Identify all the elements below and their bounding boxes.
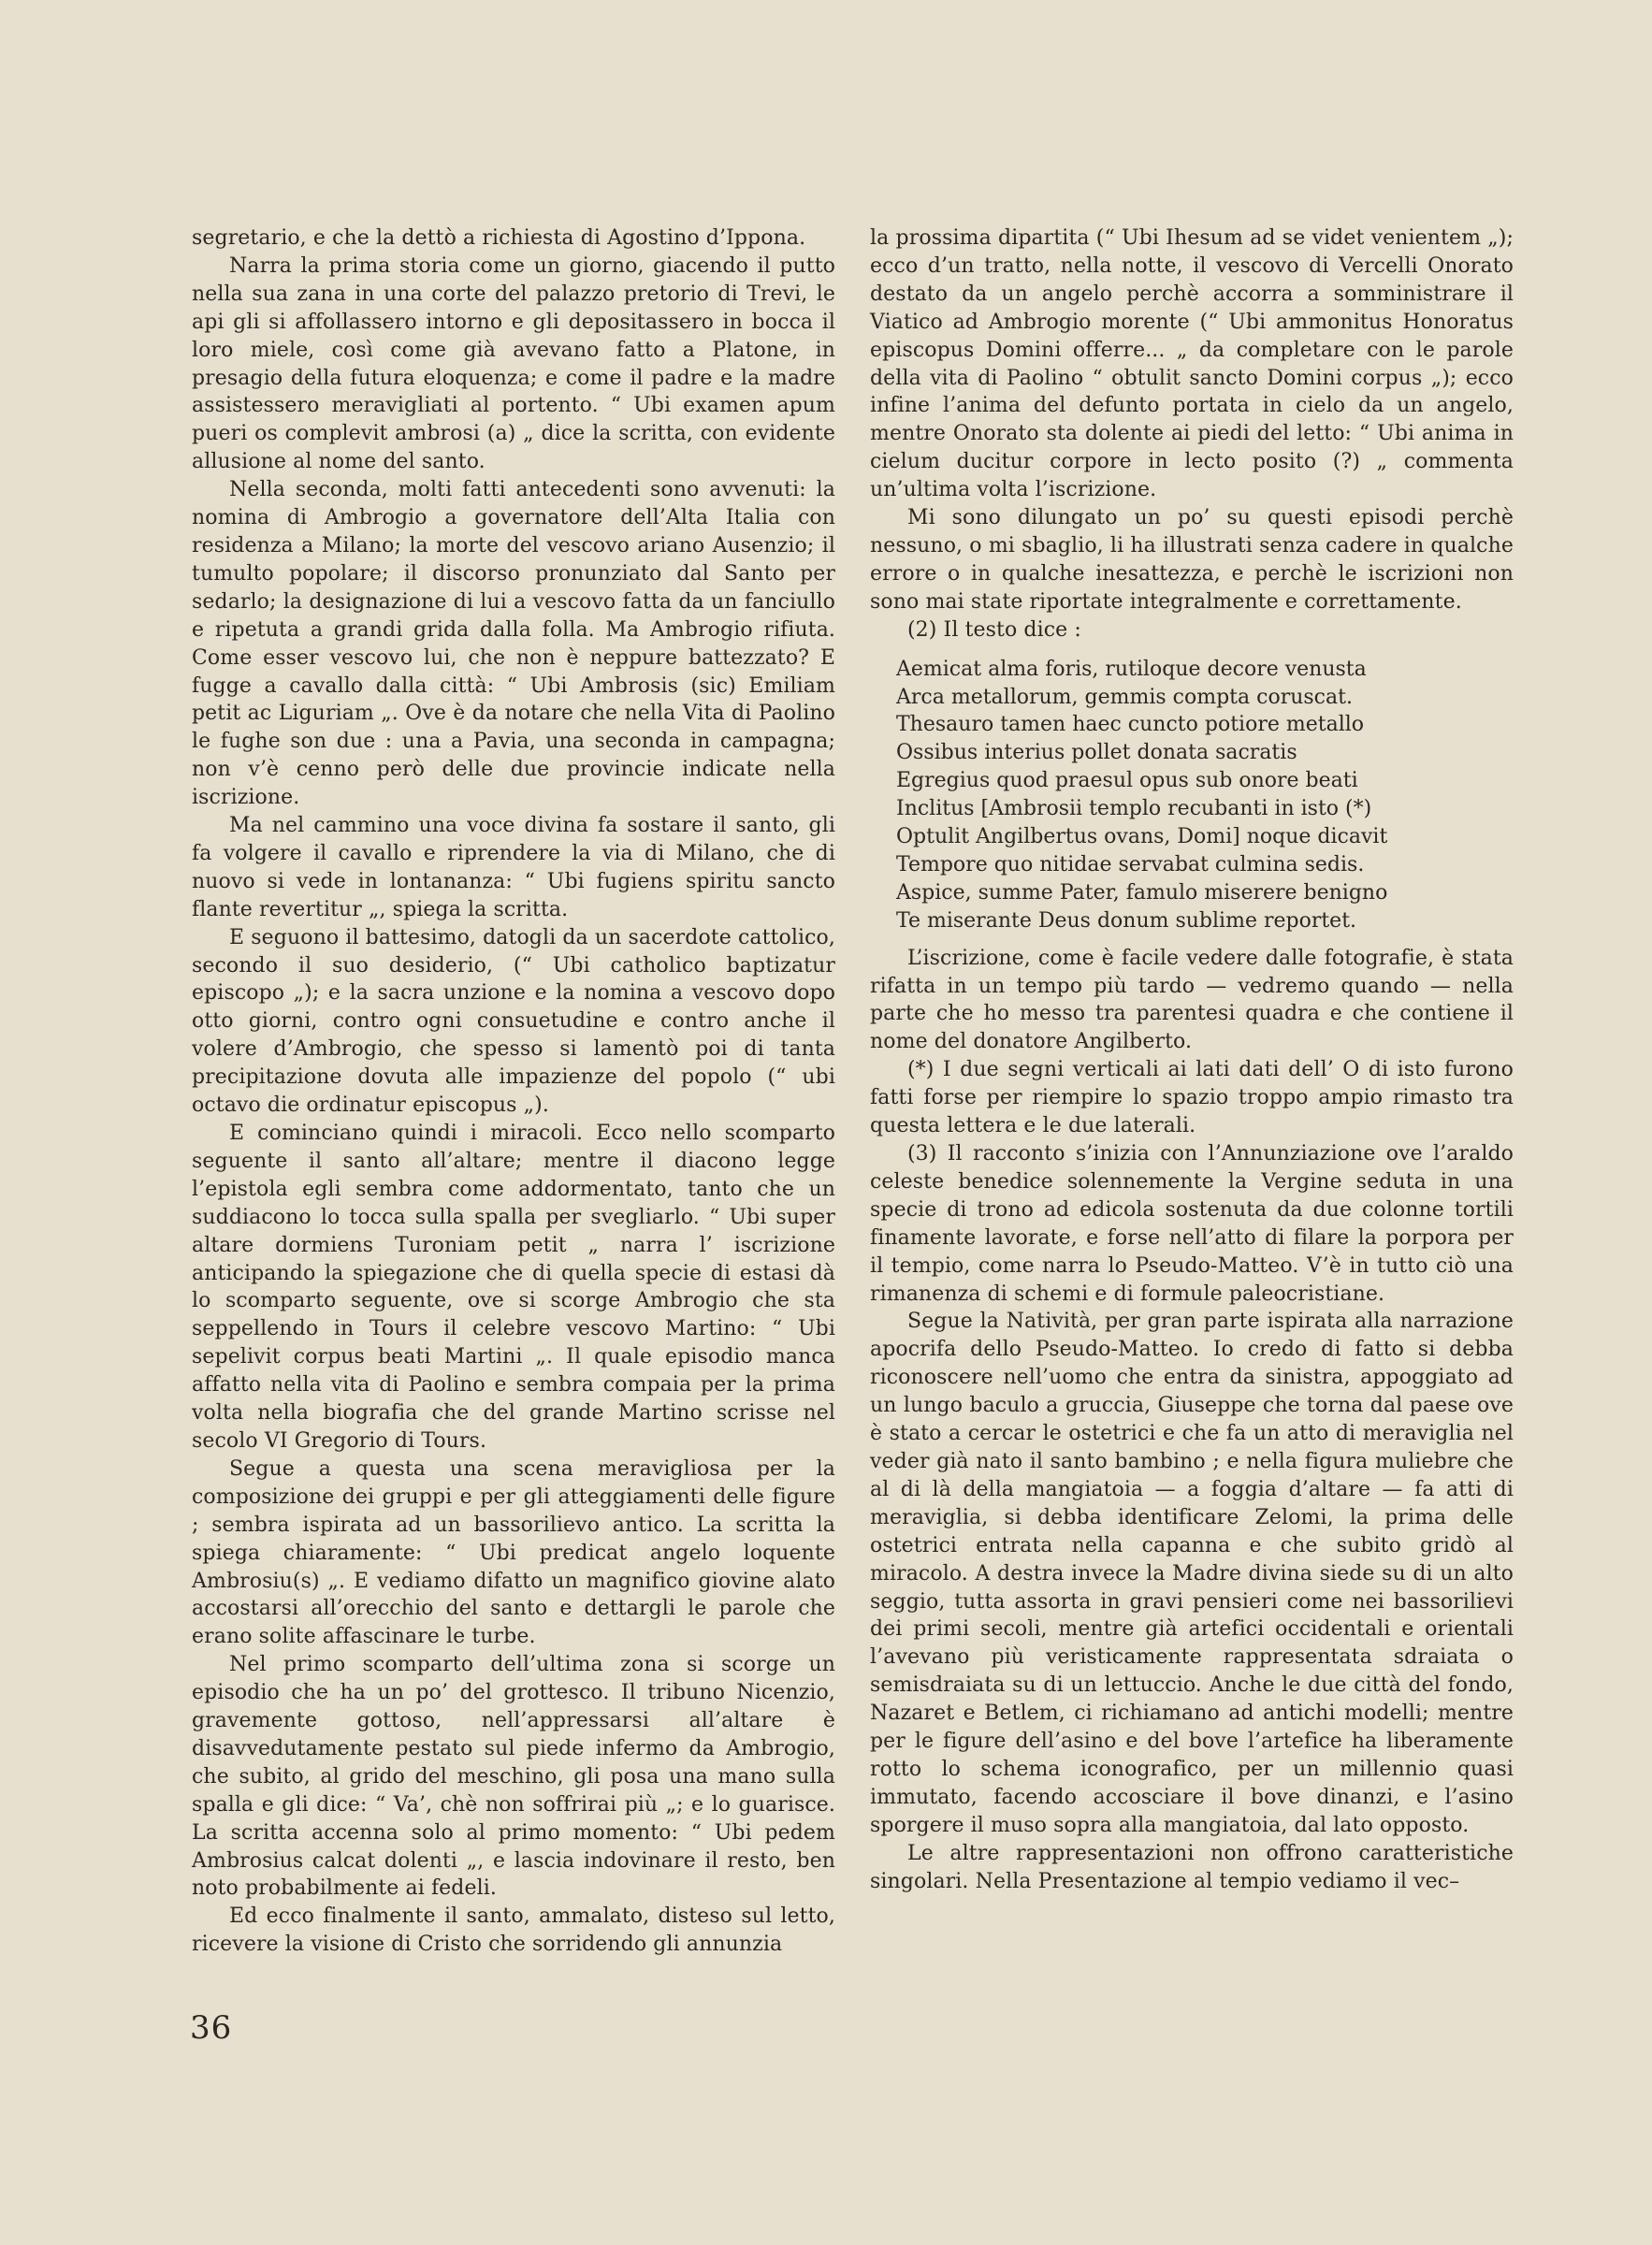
paragraph: Narra la prima storia come un giorno, giacendo il putto nella sua zana in una corte del palazzo pretorio di Trevi, le api gli si affollassero intorno e gli depositassero in bocca il loro miele, così come già avevano fatto a Platone, in presagio della futura eloquenza; e come il padre e la madre assistessero meravigliati al portento. “ Ubi examen apum pueri os complevit ambrosi (a) „ dice la scritta, con evidente allusione al nome del santo. [192,253,835,474]
inscription-line: Optulit Angilbertus ovans, Domi] noque dicavit [896,825,1388,849]
paragraph: E seguono il battesimo, datogli da un sacerdote cattolico, secondo il suo desiderio, (“ Ubi catholico baptizatur episcopo „); e la sacra unzione e la nomina a vescovo dopo otto giorni, contro ogni consuetudine e contro anche il volere d’Ambrogio, che spesso si lamentò poi di tanta precipitazione dovuta alle impazienze del popolo (“ ubi octavo die ordinatur episcopus „). [192,925,835,1118]
paragraph: Segue a questa una scena meravigliosa per la composizione dei gruppi e per gli atteggiamenti delle figure ; sembra ispirata ad un bassorilievo antico. La scritta la spiega chiaramente: “ Ubi predicat angelo loquente Ambrosiu(s) „. E vediamo difatto un magnifico giovine alato accostarsi all’orecchio del santo e dettargli le parole che erano solite affascinare le turbe. [192,1456,835,1649]
paragraph: Segue la Natività, per gran parte ispirata alla narrazione apocrifa dello Pseudo-Matteo. Io credo di fatto si debba riconoscere nell’uomo che entra da sinistra, appoggiato ad un lungo baculo a gruccia, Giuseppe che torna dal paese ove è stato a cercar le ostetrici e che fa un atto di meraviglia nel veder già nato il santo bambino ; e nella figura muliebre che al di là della mangiatoia — a foggia d’altare — fa atti di meraviglia, si debba identificare Zelomi, la prima delle ostetrici entrata nella capanna e che subito gridò al miracolo. A destra invece la Madre divina siede su di un alto seggio, tutta assorta in gravi pensieri come nei bassorilievi dei primi secoli, mentre già artefici occidentali e orientali l’avevano più veristicamente rappresentata sdraiata o semisdraiata su di un lettuccio. Anche le due città del fondo, Nazaret e Betlem, ci richiamano ad antichi modelli; mentre per le figure dell’asino e del bove l’artefice ha liberamente rotto lo schema iconografico, per un millennio quasi immutato, facendo accosciare il bove dinanzi, e l’asino sporgere il muso sopra alla mangiatoia, dal lato opposto. [870,1310,1514,1837]
inscription-line: Ossibus interius pollet donata sacratis [896,741,1297,765]
inscription-line: Egregius quod praesul opus sub onore beati [896,769,1358,793]
latin-inscription [870,656,1514,935]
footnote-paragraph: (3) Il racconto s’inizia con l’Annunziazione ove l’araldo celeste benedice solennemente la Vergine seduta in una specie di trono ad edicola sostenuta da due colonne tortili finamente lavorate, e forse nell’atto di filare la porpora per il tempio, come narra lo Pseudo-Matteo. V’è in tutto ciò una rimanenza di schemi e di formule paleocristiane. [870,1142,1514,1306]
paragraph: L’iscrizione, come è facile vedere dalle fotografie, è stata rifatta in un tempo più tardo — vedremo quando — nella parte che ho messo tra parentesi quadra e che contiene il nome del donatore Angilberto. [870,946,1514,1054]
right-column [870,224,1514,1895]
paragraph: Le altre rappresentazioni non offrono caratteristiche singolari. Nella Presentazione al tempio vediamo il vec– [870,1841,1514,1893]
page-number: 36 [190,2009,233,2047]
inscription-line: Tempore quo nitidae servabat culmina sedis. [896,852,1365,876]
footnote-heading: (2) Il testo dice : [907,617,1081,642]
paragraph: Ma nel cammino una voce divina fa sostare il santo, gli fa volgere il cavallo e riprendere la via di Milano, che di nuovo si vede in lontananza: “ Ubi fugiens spiritu sancto flante revertitur „, spiega la scritta. [192,814,835,921]
inscription-line: Te miserante Deus donum sublime reportet. [896,908,1357,933]
paragraph: E cominciano quindi i miracoli. Ecco nello scomparto seguente il santo all’altare; mentre il diacono legge l’epistola egli sembra come addormentato, tanto che un suddiacono lo tocca sulla spalla per svegliarlo. “ Ubi super altare dormiens Turoniam petit „ narra l’ iscrizione anticipando la spiegazione che di quella specie di estasi dà lo scomparto seguente, ove si scorge Ambrogio che sta seppellendo in Tours il celebre vescovo Martino: “ Ubi sepelivit corpus beati Martini „. Il quale episodio manca affatto nella vita di Paolino e sembra compaia per la prima volta nella biografia che del grande Martino scrisse nel secolo VI Gregorio di Tours. [192,1122,835,1453]
inscription-line: Arca metallorum, gemmis compta coruscat. [896,685,1353,709]
paragraph: Nella seconda, molti fatti antecedenti sono avvenuti: la nomina di Ambrogio a governatore dell’Alta Italia con residenza a Milano; la morte del vescovo ariano Ausenzio; il tumulto popolare; il discorso pronunziato dal Santo per sedarlo; la designazione di lui a vescovo fatta da un fanciullo e ripetuta a grandi grida dalla folla. Ma Ambrogio rifiuta. Come esser vescovo lui, che non è neppure battezzato? E fugge a cavallo dalla città: “ Ubi Ambrosis (sic) Emiliam petit ac Liguriam „. Ove è da notare che nella Vita di Paolino le fughe son due : una a Pavia, una seconda in campagna; non v’è cenno però delle due provincie indicate nella iscrizione. [192,478,835,810]
paragraph: Nel primo scomparto dell’ultima zona si scorge un episodio che ha un po’ del grottesco. Il tribuno Nicenzio, gravemente gottoso, nell’appressarsi all’altare è disavvedutamente pestato sul piede infermo da Ambrogio, che subito, al grido del meschino, gli posa una mano sulla spalla e gli dice: “ Va’, chè non soffrirai più „; e lo guarisce. La scritta accenna solo al primo momento: “ Ubi pedem Ambrosius calcat dolenti „, e lascia indovinare il resto, ben noto probabilmente ai fedeli. [192,1653,835,1901]
inscription-line: Inclitus [Ambrosii templo recubanti in isto (*) [896,797,1372,821]
paragraph: Mi sono dilungato un po’ su questi episodi perchè nessuno, o mi sbaglio, li ha illustrati senza cadere in qualche errore o in qualche inesattezza, e perchè le iscrizioni non sono mai state riportate integralmente e correttamente. [870,506,1514,614]
inscription-line: Thesauro tamen haec cuncto potiore metallo [896,713,1365,737]
inscription-line: Aemicat alma foris, rutiloque decore venusta [896,657,1367,681]
inscription-line: Aspice, summe Pater, famulo miserere benigno [896,880,1388,905]
footnote-paragraph: (*) I due segni verticali ai lati dati dell’ O di isto furono fatti forse per riempire lo spazio troppo ampio rimasto tra questa lettera e le due laterali. [870,1058,1514,1138]
left-column [192,224,835,1959]
paragraph: segretario, e che la dettò a richiesta di Agostino d’Ippona. [192,226,806,250]
paragraph: la prossima dipartita (“ Ubi Ihesum ad se videt venientem „); ecco d’un tratto, nella notte, il vescovo di Vercelli Onorato destato da un angelo perchè accorra a somministrare il Viatico ad Ambrogio morente (“ Ubi ammonitus Honoratus episcopus Domini offerre... „ da completare con le parole della vita di Paolino “ obtulit sancto Domini corpus „); ecco infine l’anima del defunto portata in cielo da un angelo, mentre Onorato sta dolente ai piedi del letto: “ Ubi anima in cielum ducitur corpore in lecto posito (?) „ commenta un’ultima volta l’iscrizione. [870,226,1514,502]
paragraph: Ed ecco finalmente il santo, ammalato, disteso sul letto, ricevere la visione di Cristo che sorridendo gli annunzia [192,1905,835,1957]
